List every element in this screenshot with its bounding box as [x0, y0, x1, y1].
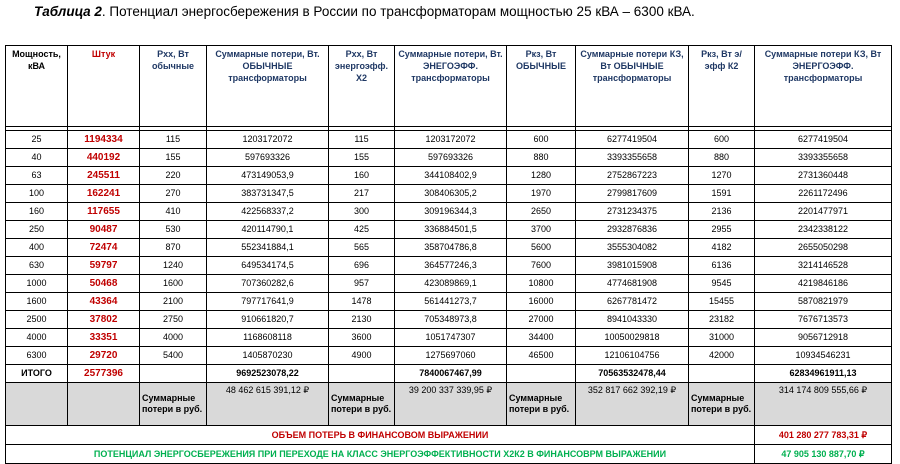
table-cell: 23182	[689, 311, 755, 329]
table-cell: 59797	[68, 257, 140, 275]
total-sum-ordinary: 9692523078,22	[207, 365, 329, 383]
table-cell: 72474	[68, 239, 140, 257]
header-sum-ordinary: Суммарные потери, Вт. ОБЫЧНЫЕ трансформаторы	[207, 46, 329, 127]
table-cell: 2655050298	[755, 239, 892, 257]
caption-text: . Потенциал энергосбережения в России по трансформаторам мощностью 25 кВА – 6300 кВА.	[101, 4, 695, 19]
table-cell: 16000	[507, 293, 576, 311]
table-cell: 1591	[689, 185, 755, 203]
table-row	[6, 203, 892, 221]
table-caption	[34, 4, 695, 19]
loss-row	[6, 426, 892, 445]
header-count: Штук	[68, 46, 140, 127]
table-cell: 1478	[329, 293, 395, 311]
table-cell: 705348973,8	[395, 311, 507, 329]
table-cell: 160	[6, 203, 68, 221]
rub-value-3: 352 817 662 392,19 ₽	[576, 383, 689, 426]
table-cell: 649534174,5	[207, 257, 329, 275]
table-cell: 2130	[329, 311, 395, 329]
table-cell: 2261172496	[755, 185, 892, 203]
table-cell: 425	[329, 221, 395, 239]
table-cell: 3393355658	[755, 149, 892, 167]
table-cell: 6300	[6, 347, 68, 365]
table-cell: 6277419504	[755, 131, 892, 149]
table-cell: 1203172072	[207, 131, 329, 149]
table-row	[6, 221, 892, 239]
rub-value-1: 48 462 615 391,12 ₽	[207, 383, 329, 426]
rub-row	[6, 383, 892, 426]
table-cell: 1203172072	[395, 131, 507, 149]
header-pkz-eff: Ркз, Вт э/эфф К2	[689, 46, 755, 127]
total-qty: 2577396	[68, 365, 140, 383]
table-cell: 308406305,2	[395, 185, 507, 203]
table-cell: 423089869,1	[395, 275, 507, 293]
table-cell: 90487	[68, 221, 140, 239]
table-cell: 15455	[689, 293, 755, 311]
table-cell: 1000	[6, 275, 68, 293]
table-cell: 4000	[140, 329, 207, 347]
table-cell: 5600	[507, 239, 576, 257]
header-sum-kz-ordinary: Суммарные потери КЗ, Вт ОБЫЧНЫЕ трансформаторы	[576, 46, 689, 127]
table-cell: 2752867223	[576, 167, 689, 185]
table-cell: 8941043330	[576, 311, 689, 329]
energy-saving-table	[5, 45, 892, 464]
table-cell: 1051747307	[395, 329, 507, 347]
table-cell: 1270	[689, 167, 755, 185]
table-cell: 3700	[507, 221, 576, 239]
table-cell: 422568337,2	[207, 203, 329, 221]
table-cell: 37802	[68, 311, 140, 329]
table-cell: 358704786,8	[395, 239, 507, 257]
total-sum-kz-ordinary: 70563532478,44	[576, 365, 689, 383]
potential-row	[6, 445, 892, 464]
table-cell: 910661820,7	[207, 311, 329, 329]
table-cell: 597693326	[207, 149, 329, 167]
table-cell: 3393355658	[576, 149, 689, 167]
table-cell: 9545	[689, 275, 755, 293]
table-cell: 43364	[68, 293, 140, 311]
table-cell: 4182	[689, 239, 755, 257]
table-cell: 3214146528	[755, 257, 892, 275]
total-row	[6, 365, 892, 383]
table-cell: 3600	[329, 329, 395, 347]
table-cell: 2932876836	[576, 221, 689, 239]
table-cell: 420114790,1	[207, 221, 329, 239]
rub-label-3: Суммарные потери в руб.	[507, 383, 576, 426]
rub-value-2: 39 200 337 339,95 ₽	[395, 383, 507, 426]
table-row	[6, 239, 892, 257]
table-cell: 117655	[68, 203, 140, 221]
table-cell: 3555304082	[576, 239, 689, 257]
table-cell: 4774681908	[576, 275, 689, 293]
table-cell: 2799817609	[576, 185, 689, 203]
table-cell: 4900	[329, 347, 395, 365]
table-cell: 597693326	[395, 149, 507, 167]
table-cell: 2500	[6, 311, 68, 329]
table-cell: 6267781472	[576, 293, 689, 311]
table-cell: 2731360448	[755, 167, 892, 185]
loss-label: ОБЪЕМ ПОТЕРЬ В ФИНАНСОВОМ ВЫРАЖЕНИИ	[6, 426, 755, 445]
table-cell: 1405870230	[207, 347, 329, 365]
table-cell: 270	[140, 185, 207, 203]
total-sum-kz-eff: 62834961911,13	[755, 365, 892, 383]
table-row	[6, 149, 892, 167]
table-cell: 162241	[68, 185, 140, 203]
rub-label-1: Суммарные потери в руб.	[140, 383, 207, 426]
header-power: Мощность, кВА	[6, 46, 68, 127]
table-cell: 473149053,9	[207, 167, 329, 185]
header-sum-kz-eff: Суммарные потери КЗ, Вт ЭНЕРГОЭФФ. трансформаторы	[755, 46, 892, 127]
table-cell: 10050029818	[576, 329, 689, 347]
table-cell: 100	[6, 185, 68, 203]
table-cell: 880	[689, 149, 755, 167]
table-cell: 63	[6, 167, 68, 185]
table-cell: 336884501,5	[395, 221, 507, 239]
table-cell: 5400	[140, 347, 207, 365]
table-cell: 2731234375	[576, 203, 689, 221]
table-cell: 217	[329, 185, 395, 203]
table-cell: 6136	[689, 257, 755, 275]
header-pxx-ordinary: Рхх, Вт обычные	[140, 46, 207, 127]
table-cell: 300	[329, 203, 395, 221]
table-cell: 561441273,7	[395, 293, 507, 311]
table-cell: 5870821979	[755, 293, 892, 311]
table-cell: 220	[140, 167, 207, 185]
table-cell: 309196344,3	[395, 203, 507, 221]
table-cell: 600	[689, 131, 755, 149]
table-cell: 7676713573	[755, 311, 892, 329]
table-cell: 12106104756	[576, 347, 689, 365]
table-cell: 155	[329, 149, 395, 167]
table-cell: 1600	[6, 293, 68, 311]
table-cell: 797717641,9	[207, 293, 329, 311]
table-cell: 7600	[507, 257, 576, 275]
table-cell: 1275697060	[395, 347, 507, 365]
table-row	[6, 185, 892, 203]
table-cell: 1194334	[68, 131, 140, 149]
table-cell: 42000	[689, 347, 755, 365]
table-cell: 2955	[689, 221, 755, 239]
table-cell: 40	[6, 149, 68, 167]
table-cell: 440192	[68, 149, 140, 167]
table-cell: 10934546231	[755, 347, 892, 365]
table-cell: 630	[6, 257, 68, 275]
table-cell: 6277419504	[576, 131, 689, 149]
table-cell: 870	[140, 239, 207, 257]
table-cell: 10800	[507, 275, 576, 293]
table-cell: 34400	[507, 329, 576, 347]
table-cell: 250	[6, 221, 68, 239]
table-cell: 31000	[689, 329, 755, 347]
table-cell: 9056712918	[755, 329, 892, 347]
table-cell: 4000	[6, 329, 68, 347]
table-cell: 245511	[68, 167, 140, 185]
table-cell: 565	[329, 239, 395, 257]
table-cell: 2650	[507, 203, 576, 221]
header-pkz-ordinary: Ркз, Вт ОБЫЧНЫЕ	[507, 46, 576, 127]
table-cell: 1600	[140, 275, 207, 293]
table-cell: 2750	[140, 311, 207, 329]
loss-value: 401 280 277 783,31 ₽	[755, 426, 892, 445]
table-cell: 2136	[689, 203, 755, 221]
rub-value-4: 314 174 809 555,66 ₽	[755, 383, 892, 426]
table-cell: 115	[140, 131, 207, 149]
table-cell: 344108402,9	[395, 167, 507, 185]
header-pxx-eff: Рхх, Вт энергоэфф. Х2	[329, 46, 395, 127]
table-row	[6, 329, 892, 347]
table-row	[6, 311, 892, 329]
table-cell: 707360282,6	[207, 275, 329, 293]
table-row	[6, 347, 892, 365]
table-cell: 1970	[507, 185, 576, 203]
table-cell: 50468	[68, 275, 140, 293]
header-row	[6, 46, 892, 127]
potential-label: ПОТЕНЦИАЛ ЭНЕРГОСБЕРЕЖЕНИЯ ПРИ ПЕРЕХОДЕ НА КЛАСС ЭНЕРГОЭФФЕКТИВНОСТИ Х2К2 В ФИНАНСОВРМ ВЫРАЖЕНИИ	[6, 445, 755, 464]
rub-label-2: Суммарные потери в руб.	[329, 383, 395, 426]
table-cell: 25	[6, 131, 68, 149]
caption-lead: Таблица 2	[34, 4, 102, 19]
table-cell: 530	[140, 221, 207, 239]
table-cell: 383731347,5	[207, 185, 329, 203]
table-row	[6, 257, 892, 275]
table-row	[6, 167, 892, 185]
table-cell: 115	[329, 131, 395, 149]
table-cell: 27000	[507, 311, 576, 329]
table-cell: 400	[6, 239, 68, 257]
table-cell: 2342338122	[755, 221, 892, 239]
table-cell: 29720	[68, 347, 140, 365]
table-cell: 364577246,3	[395, 257, 507, 275]
table-cell: 46500	[507, 347, 576, 365]
table-cell: 33351	[68, 329, 140, 347]
table-cell: 552341884,1	[207, 239, 329, 257]
table-cell: 696	[329, 257, 395, 275]
table-cell: 1240	[140, 257, 207, 275]
rub-label-4: Суммарные потери в руб.	[689, 383, 755, 426]
table-cell: 3981015908	[576, 257, 689, 275]
total-sum-eff: 7840067467,99	[395, 365, 507, 383]
header-sum-eff: Суммарные потери, Вт. ЭНЕГОЭФФ. трансформаторы	[395, 46, 507, 127]
table-row	[6, 275, 892, 293]
table-row	[6, 293, 892, 311]
total-label: ИТОГО	[6, 365, 68, 383]
table-cell: 410	[140, 203, 207, 221]
table-cell: 880	[507, 149, 576, 167]
table-cell: 155	[140, 149, 207, 167]
table-row	[6, 131, 892, 149]
table-cell: 600	[507, 131, 576, 149]
table-cell: 4219846186	[755, 275, 892, 293]
table-cell: 1280	[507, 167, 576, 185]
table-cell: 2100	[140, 293, 207, 311]
table-cell: 2201477971	[755, 203, 892, 221]
table-cell: 1168608118	[207, 329, 329, 347]
table-cell: 957	[329, 275, 395, 293]
potential-value: 47 905 130 887,70 ₽	[755, 445, 892, 464]
table-cell: 160	[329, 167, 395, 185]
